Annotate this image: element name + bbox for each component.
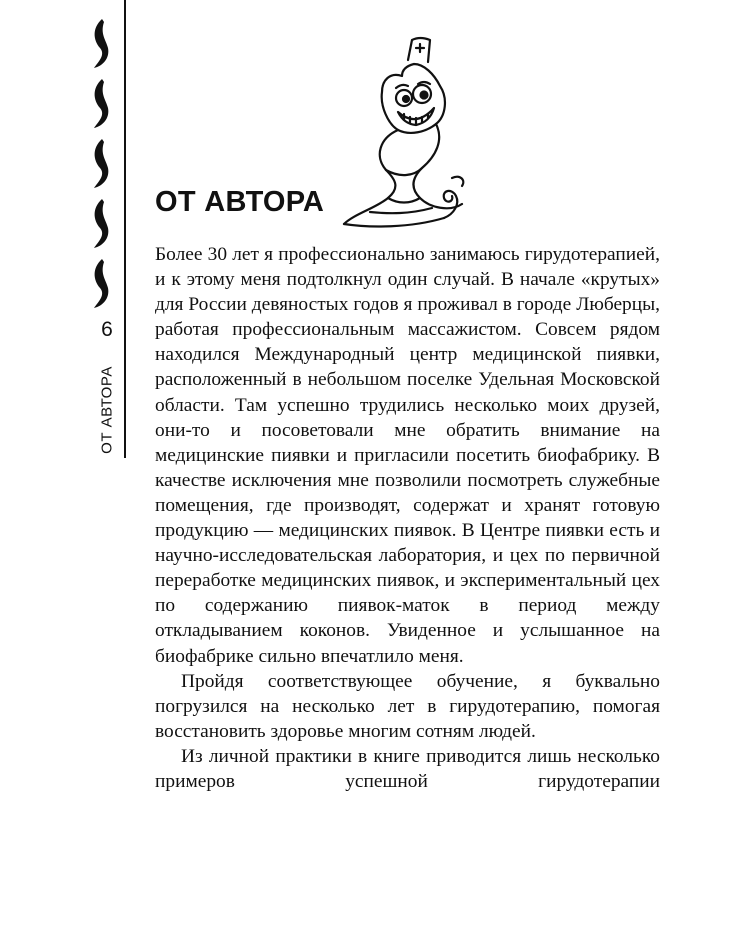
leech-icon [88, 78, 114, 130]
page-number: 6 [101, 318, 113, 341]
paragraph: Более 30 лет я профессионально занимаюсь гирудотерапией, и к этому меня подтолкнул один случай. В начале «крутых» для России девяностых годов я проживал в городе Люберцы, работая профессиональным массажистом. Совсем рядом находился Международный центр медицинской пиявки, расположенный в небольшом поселке Удельная Московской области. Там успешно трудились несколько моих друзей, они-то и посоветовали мне обратить внимание на медицинские пиявки и пригласили посетить биофабрику. В качестве исключения мне позволили посмотреть служебные помещения, где производят, содержат и хранят готовую продукцию — медицинских пиявок. В Центре пиявки есть и научно-исследовательская лаборатория, и цех по первичной переработке медицинских пиявок, и экспериментальный цех по содержанию пиявок-маток в период между откладыванием коконов. Увиденное и услышанное на биофабрике сильно впечатлило меня. [155, 244, 660, 667]
leech-icon [88, 18, 114, 70]
article-body [155, 242, 660, 794]
leech-icon [88, 198, 114, 250]
paragraph: Пройдя соответствующее обучение, я буквально погрузился на несколько лет в гирудотерапию, помогая восстановить здоровье многим сотням людей. [155, 670, 660, 742]
leech-icon-column [88, 18, 122, 318]
leech-doctor-mascot-icon [340, 28, 470, 233]
leech-icon [88, 138, 114, 190]
running-head: ОТ АВТОРА [98, 366, 116, 454]
leech-icon [88, 258, 114, 310]
paragraph: Из личной практики в книге приводится лишь несколько примеров успешной гирудотерапии [155, 745, 660, 792]
sidebar-rule [124, 0, 126, 458]
section-title: ОТ АВТОРА [155, 186, 325, 218]
